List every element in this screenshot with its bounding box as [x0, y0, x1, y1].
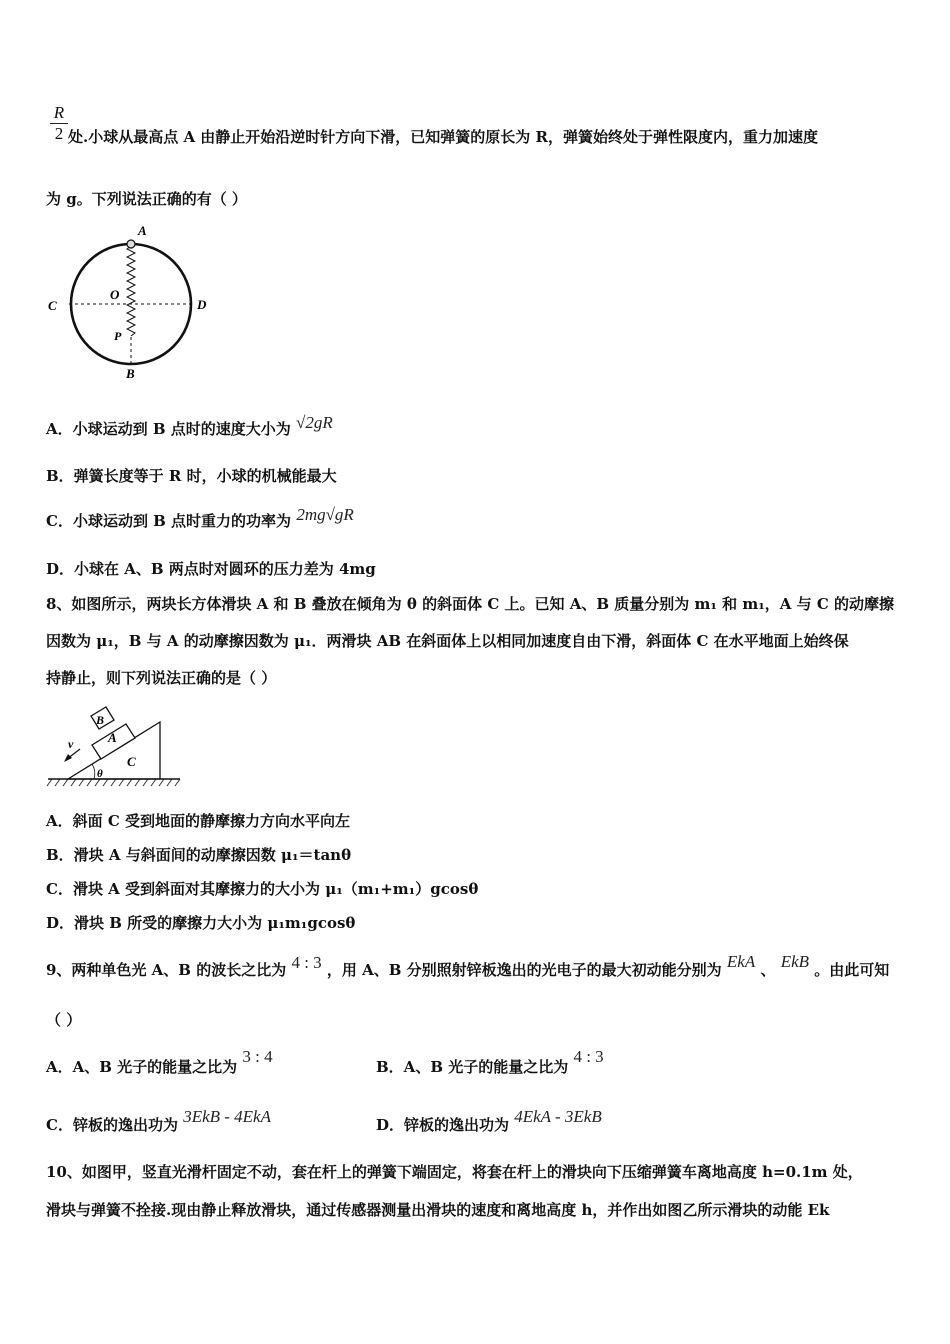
q9-text-line1 — [46, 952, 890, 980]
q10-text-line2: 滑块与弹簧不拴接.现由静止释放滑块，通过传感器测量出滑块的速度和离地高度 h，并作出如图乙所示滑块的动能 Ek — [46, 1201, 830, 1219]
q9-ratio: 4 : 3 — [291, 953, 322, 972]
q7-option-a — [46, 413, 333, 439]
q9-option-b — [376, 1047, 604, 1077]
q9-option-d — [376, 1107, 602, 1135]
q7-option-a-math: √2gR — [296, 413, 333, 432]
q9-option-c — [46, 1107, 271, 1135]
q9-option-b-text: B．A、B 光子的能量之比为 — [376, 1058, 569, 1076]
q9-ek-b: EkB — [780, 952, 810, 971]
label-B: B — [126, 366, 135, 381]
label-C: C — [48, 298, 57, 313]
fraction-denominator: 2 — [54, 124, 64, 143]
incline-blocks-figure — [44, 702, 184, 794]
q7-option-a-text: A．小球运动到 B 点时的速度大小为 — [46, 420, 291, 438]
circle-spring-figure — [44, 222, 219, 382]
q9-option-a — [46, 1047, 273, 1077]
q7-option-b: B．弹簧长度等于 R 时，小球的机械能最大 — [46, 467, 337, 485]
q8-option-b: B．滑块 A 与斜面间的动摩擦因数 μ₁＝tanθ — [46, 846, 352, 864]
velocity-arrowhead — [64, 754, 72, 762]
q9-ek-a: EkA — [726, 952, 756, 971]
fraction-r-over-2 — [48, 104, 70, 143]
q9-text-c: 。由此可知 — [814, 961, 890, 979]
label-D: D — [197, 297, 207, 312]
q7-option-d: D．小球在 A、B 两点时对圆环的压力差为 4mg — [46, 560, 376, 578]
label-v: v — [68, 737, 74, 751]
q8-option-a: A．斜面 C 受到地面的静摩擦力方向水平向左 — [46, 812, 351, 830]
q7-text-line2: 为 g。下列说法正确的有（ ） — [46, 190, 247, 208]
q7-option-c — [46, 505, 354, 531]
q9-separator: 、 — [760, 961, 776, 979]
q9-text-b: ，用 A、B 分别照射锌板逸出的光电子的最大初动能分别为 — [326, 961, 722, 979]
q9-text-a: 9、两种单色光 A、B 的波长之比为 — [46, 961, 287, 979]
spring — [127, 246, 135, 336]
label-C-incline: C — [127, 754, 136, 769]
ground-hatch — [47, 779, 180, 786]
q8-text-line3: 持静止，则下列说法正确的是（ ） — [46, 669, 277, 687]
q9-option-a-text: A．A、B 光子的能量之比为 — [46, 1058, 238, 1076]
q9-text-line2: （ ） — [46, 1011, 82, 1029]
q8-option-d: D．滑块 B 所受的摩擦力大小为 μ₁m₁gcosθ — [46, 914, 356, 932]
q9-option-d-math: 4EkA - 3EkB — [514, 1107, 602, 1126]
q9-option-c-math: 3EkB - 4EkA — [183, 1107, 271, 1126]
ball — [127, 240, 135, 248]
q7-option-c-text: C．小球运动到 B 点时重力的功率为 — [46, 512, 292, 530]
q8-text-line1: 8、如图所示，两块长方体滑块 A 和 B 叠放在倾角为 θ 的斜面体 C 上。已知 A、B 质量分别为 m₁ 和 m₁，A 与 C 的动摩擦 — [46, 595, 895, 613]
q9-option-b-math: 4 : 3 — [573, 1047, 604, 1066]
label-A-block: A — [108, 730, 117, 745]
q8-option-c: C．滑块 A 受到斜面对其摩擦力的大小为 μ₁（m₁+m₁）gcosθ — [46, 880, 479, 898]
label-B-block: B — [96, 713, 105, 727]
label-A: A — [138, 223, 147, 238]
label-O: O — [110, 287, 120, 302]
q8-text-line2: 因数为 μ₁，B 与 A 的动摩擦因数为 μ₁．两滑块 AB 在斜面体上以相同加速度自由下滑，斜面体 C 在水平地面上始终保 — [46, 632, 849, 650]
q9-option-c-text: C．锌板的逸出功为 — [46, 1116, 178, 1134]
label-theta: θ — [97, 768, 103, 780]
q10-text-line1: 10、如图甲，竖直光滑杆固定不动，套在杆上的弹簧下端固定，将套在杆上的滑块向下压缩弹簧车离地高度 h=0.1m 处， — [46, 1163, 863, 1181]
fraction-numerator: R — [53, 103, 65, 122]
q7-option-c-math: 2mg√gR — [296, 505, 354, 524]
label-P: P — [114, 329, 122, 343]
q7-text-line1: 处.小球从最高点 A 由静止开始沿逆时针方向下滑，已知弹簧的原长为 R，弹簧始终处于弹性限度内，重力加速度 — [68, 128, 818, 146]
angle-arc — [92, 764, 95, 779]
q9-option-d-text: D．锌板的逸出功为 — [376, 1116, 510, 1134]
q9-option-a-math: 3 : 4 — [242, 1047, 273, 1066]
